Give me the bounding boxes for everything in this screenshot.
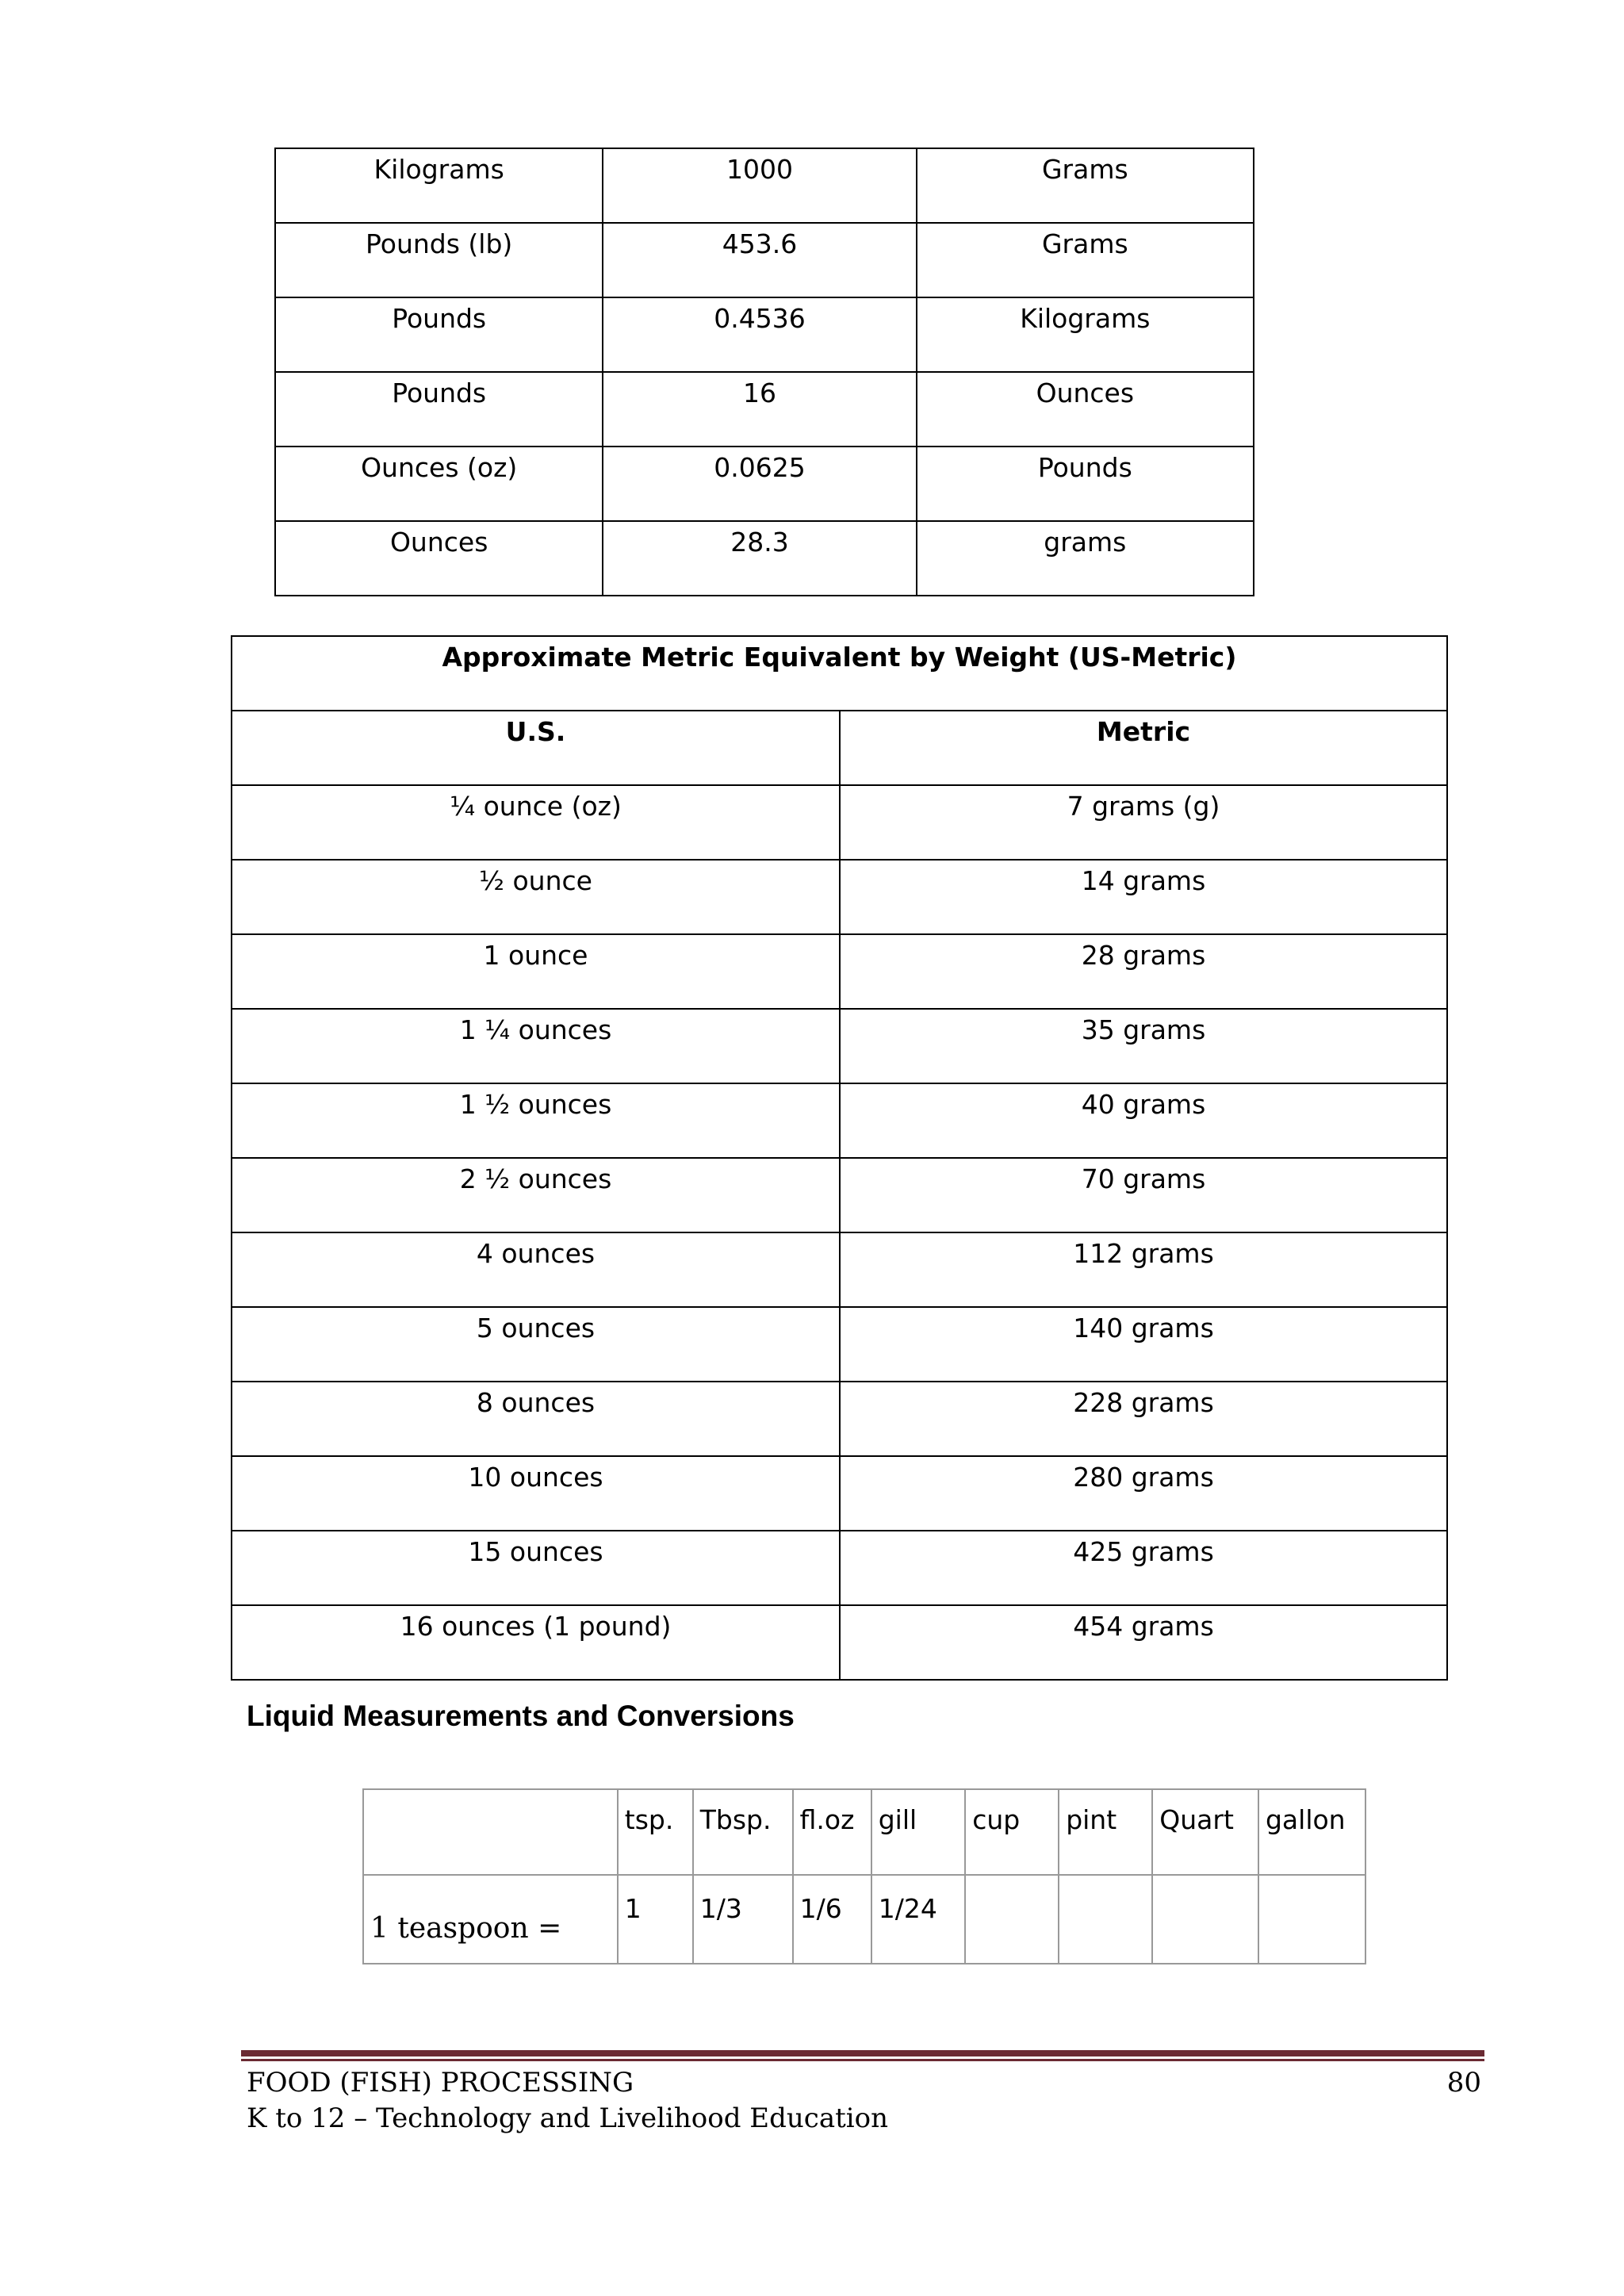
table-cell: Pounds	[917, 447, 1254, 521]
table-cell: Pounds (lb)	[275, 223, 603, 297]
table-header-row	[363, 1789, 1365, 1875]
table-cell	[965, 1875, 1059, 1964]
table-cell: 1 ¼ ounces	[232, 1009, 840, 1083]
column-header-pint: pint	[1059, 1789, 1152, 1875]
table-cell: 1/6	[793, 1875, 871, 1964]
table-cell: 112 grams	[840, 1232, 1447, 1307]
table-cell: 454 grams	[840, 1605, 1447, 1680]
table-cell: Pounds	[275, 297, 603, 372]
table-cell: Pounds	[275, 372, 603, 447]
table-cell: 1 ounce	[232, 934, 840, 1009]
table-cell: 14 grams	[840, 860, 1447, 934]
column-header-gill: gill	[871, 1789, 966, 1875]
table-cell	[1152, 1875, 1258, 1964]
table-cell: 0.0625	[603, 447, 916, 521]
table-cell: ½ ounce	[232, 860, 840, 934]
table-row	[232, 1083, 1447, 1158]
column-header-quart: Quart	[1152, 1789, 1258, 1875]
footer-rule	[241, 2050, 1484, 2063]
table-cell	[1258, 1875, 1365, 1964]
table-cell: 1	[618, 1875, 693, 1964]
table-cell: 0.4536	[603, 297, 916, 372]
column-header-cup: cup	[965, 1789, 1059, 1875]
table-row	[232, 1382, 1447, 1456]
table-cell	[1059, 1875, 1152, 1964]
table-cell: 1 ½ ounces	[232, 1083, 840, 1158]
table-cell: 5 ounces	[232, 1307, 840, 1382]
column-header-tbsp: Tbsp.	[693, 1789, 793, 1875]
table-row	[232, 785, 1447, 860]
table-cell: 35 grams	[840, 1009, 1447, 1083]
table-row	[232, 1456, 1447, 1531]
table-cell: 28 grams	[840, 934, 1447, 1009]
section-heading: Liquid Measurements and Conversions	[247, 1700, 795, 1732]
table-row	[275, 447, 1254, 521]
table-cell: Kilograms	[275, 148, 603, 223]
table-cell: 10 ounces	[232, 1456, 840, 1531]
table-cell: Ounces (oz)	[275, 447, 603, 521]
table-cell: 15 ounces	[232, 1531, 840, 1605]
table-cell: 8 ounces	[232, 1382, 840, 1456]
footer-title: FOOD (FISH) PROCESSING	[247, 2067, 634, 2099]
table-cell: 1/24	[871, 1875, 966, 1964]
table-row	[363, 1875, 1365, 1964]
table-cell: Ounces	[917, 372, 1254, 447]
table-row	[232, 1009, 1447, 1083]
table-title-row	[232, 636, 1447, 711]
table-row	[275, 521, 1254, 596]
table-cell: 453.6	[603, 223, 916, 297]
row-label: 1 teaspoon =	[363, 1875, 618, 1964]
column-header-tsp: tsp.	[618, 1789, 693, 1875]
table-row	[232, 860, 1447, 934]
table-cell: 2 ½ ounces	[232, 1158, 840, 1232]
table-cell: Grams	[917, 148, 1254, 223]
column-header-floz: fl.oz	[793, 1789, 871, 1875]
table-cell: Grams	[917, 223, 1254, 297]
table-title: Approximate Metric Equivalent by Weight (US-Metric)	[232, 636, 1447, 711]
table-cell: 28.3	[603, 521, 916, 596]
page-number: 80	[1446, 2067, 1481, 2099]
table-cell: 7 grams (g)	[840, 785, 1447, 860]
column-header-gallon: gallon	[1258, 1789, 1365, 1875]
table-cell: Ounces	[275, 521, 603, 596]
footer-rule-thin	[241, 2059, 1484, 2061]
table-cell: 16 ounces (1 pound)	[232, 1605, 840, 1680]
table-cell: 16	[603, 372, 916, 447]
table-cell: grams	[917, 521, 1254, 596]
table-cell: Kilograms	[917, 297, 1254, 372]
metric-equivalent-table	[231, 635, 1448, 1681]
table-cell: 280 grams	[840, 1456, 1447, 1531]
table-row	[275, 372, 1254, 447]
table-row	[275, 148, 1254, 223]
column-header-metric: Metric	[840, 711, 1447, 785]
table-row	[232, 1605, 1447, 1680]
table-cell: 70 grams	[840, 1158, 1447, 1232]
liquid-conversion-table	[362, 1788, 1366, 1964]
table-row	[232, 1158, 1447, 1232]
weight-conversion-table	[274, 148, 1254, 596]
column-header-blank	[363, 1789, 618, 1875]
table-cell: 1/3	[693, 1875, 793, 1964]
table-cell: 140 grams	[840, 1307, 1447, 1382]
table-row	[232, 1232, 1447, 1307]
table-cell: 425 grams	[840, 1531, 1447, 1605]
table-row	[275, 223, 1254, 297]
table-cell: 1000	[603, 148, 916, 223]
table-row	[232, 934, 1447, 1009]
footer-rule-thick	[241, 2050, 1484, 2056]
table-cell: ¼ ounce (oz)	[232, 785, 840, 860]
table-cell: 228 grams	[840, 1382, 1447, 1456]
table-row	[232, 1531, 1447, 1605]
table-cell: 4 ounces	[232, 1232, 840, 1307]
column-header-us: U.S.	[232, 711, 840, 785]
table-cell: 40 grams	[840, 1083, 1447, 1158]
table-row	[232, 1307, 1447, 1382]
table-row	[275, 297, 1254, 372]
footer-subtitle: K to 12 – Technology and Livelihood Education	[247, 2102, 888, 2134]
table-header-row	[232, 711, 1447, 785]
